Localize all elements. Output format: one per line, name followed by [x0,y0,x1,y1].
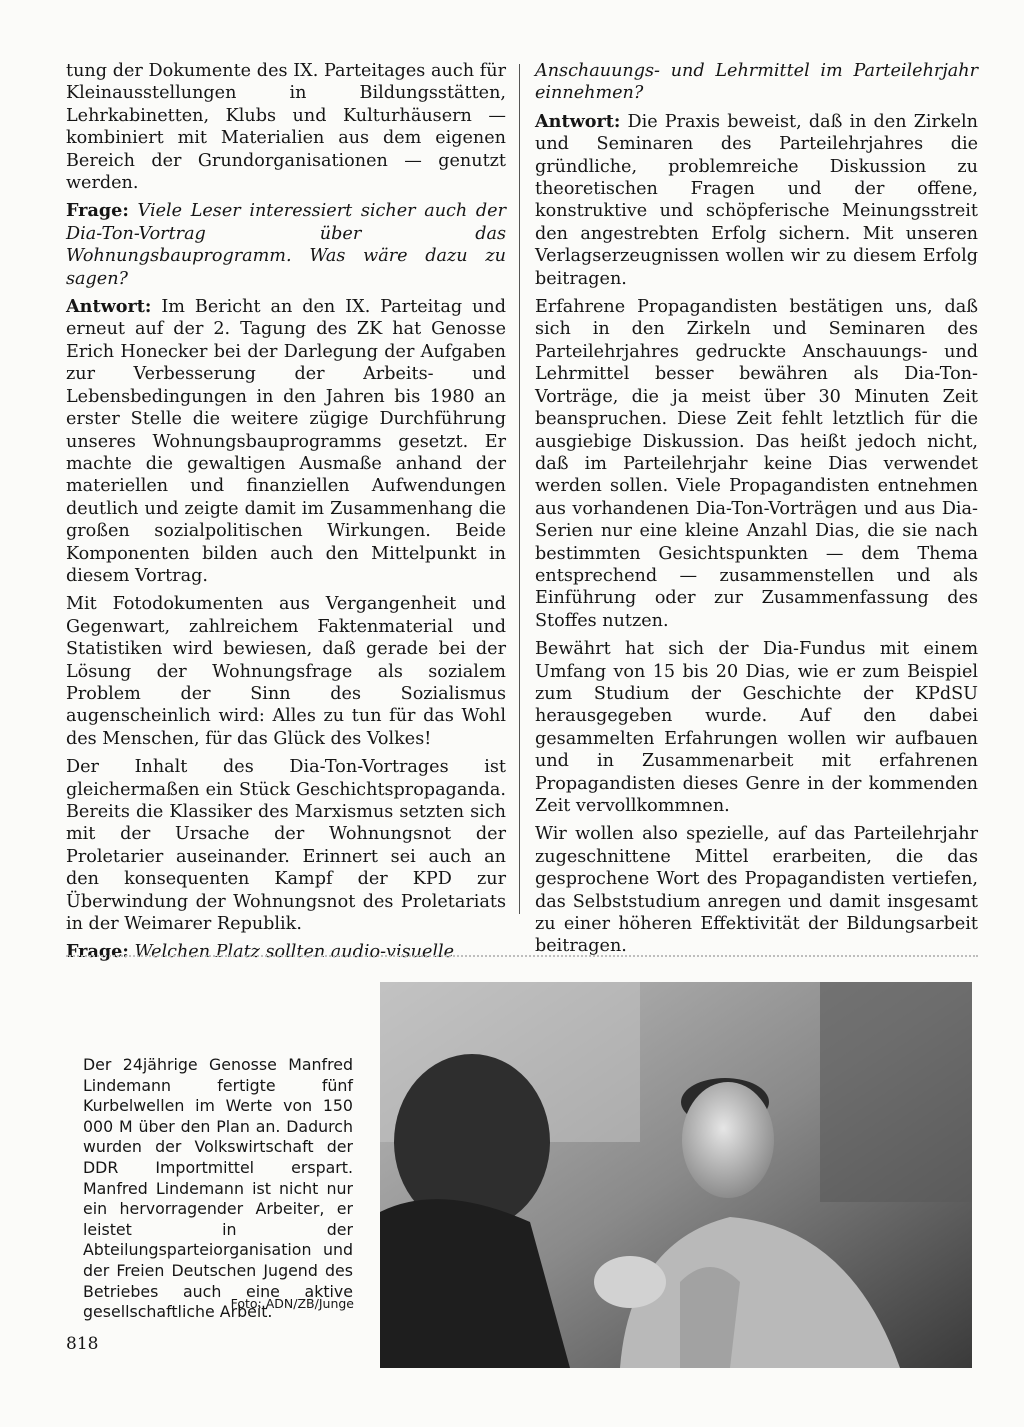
paragraph: Wir wollen also spezielle, auf das Parteilehrjahr zugeschnittene Mittel erarbeiten, die das gesprochene Wort des Propagandisten vertiefen, das Selbststudium anregen und damit insgesamt zu einer höheren Effektivität der Bildungsarbeit beitragen. [535,824,978,957]
article-column-left [66,60,506,970]
paragraph: Der Inhalt des Dia-Ton-Vortrages ist gleichermaßen ein Stück Geschichtspropaganda. Bereits die Klassiker des Marxismus setzten sich mit der Ursache der Wohnungsnot der Proletarier auseinander. Erinnert sei auch an den konsequenten Kampf der KPD zur Überwindung der Wohnungsnot des Proletariats in der Weimarer Republik. [66,757,506,935]
answer-label: Antwort: [66,296,152,318]
caption-text: Der 24jährige Genosse Manfred Lindemann fertigte fünf Kurbelwellen im Werte von 150 000 M über den Plan an. Dadurch wurden der Volkswirtschaft der DDR Importmittel erspart. Manfred Lindemann ist nicht nur ein hervorragender Arbeiter, er leistet in der Abteilungsparteiorganisation und der Freien Deutschen Jugend des Betriebes auch eine aktive gesellschaftliche Arbeit. [83,1055,353,1322]
question-continuation: Anschauungs- und Lehrmittel im Parteilehrjahr einnehmen? [535,61,978,104]
news-photo [380,982,972,1368]
photo-credit: Foto: ADN/ZB/Junge [230,1296,354,1311]
question-text: Welchen Platz sollten audio-visuelle [134,942,455,963]
column-divider [519,64,520,914]
paragraph: Bewährt hat sich der Dia-Fundus mit einem Umfang von 15 bis 20 Dias, wie er zum Beispiel zum Studium der Geschichte der KPdSU herausgegeben wurde. Auf den dabei gesammelten Erfahrungen wollen wir aufbauen und in Zusammenarbeit mit erfahrenen Propagandisten dieses Genre in der kommenden Zeit vervollkommnen. [535,639,978,816]
question-paragraph [66,941,506,963]
answer-paragraph [66,296,506,587]
photo-image [380,982,972,1368]
photo-caption [83,1055,353,1323]
answer-label: Antwort: [535,110,621,132]
answer-paragraph [535,111,978,290]
question-paragraph [66,200,506,290]
article-column-right [535,60,978,964]
paragraph: tung der Dokumente des IX. Parteitages auch für Kleinausstellungen in Bildungsstätten, Lehrkabinetten, Klubs und Kulturhäusern — kombiniert mit Materialien aus dem eigenen Bereich der Grundorganisationen — genutzt werden. [66,61,506,194]
page-number: 818 [66,1334,99,1354]
question-text: Viele Leser interessiert sicher auch der Dia-Ton-Vortrag über das Wohnungsbauprogramm. Was wäre dazu zu sagen? [66,201,507,289]
paragraph: Erfahrene Propagandisten bestätigen uns, daß sich in den Zirkeln und Seminaren des Parteilehrjahres gedruckte Anschauungs- und Lehrmittel besser bewähren als Dia-Ton-Vorträge, die ja meist über 30 Minuten Zeit beanspruchen. Diese Zeit fehlt letztlich für die ausgiebige Diskussion. Das heißt jedoch nicht, daß im Parteilehrjahr keine Dias verwendet werden sollen. Viele Propagandisten entnehmen aus vorhandenen Dia-Ton-Vorträgen und aus Dia-Serien nur eine kleine Anzahl Dias, die sie nach bestimmten Gesichtspunkten — dem Thema entsprechend — zusammenstellen und als Einführung oder zur Zusammenfassung des Stoffes nutzen. [535,297,978,631]
answer-text: Im Bericht an den IX. Parteitag und erneut auf der 2. Tagung des ZK hat Genosse Erich Honecker bei der Darlegung der Aufgaben zur Verbesserung der Arbeits- und Lebensbedingungen in den Jahren bis 1980 an erster Stelle die weitere zügige Durchführung unseres Wohnungsbauprogramms gesetzt. Er machte die gewaltigen Ausmaße anhand der materiellen und finanziellen Aufwendungen deutlich und zeigte damit im Zusammenhang die großen sozialpolitischen Wirkungen. Beide Komponenten bilden auch den Mittelpunkt in diesem Vortrag. [66,297,506,586]
question-label: Frage: [66,200,129,222]
answer-text: Die Praxis beweist, daß in den Zirkeln und Seminaren des Parteilehrjahres die gründliche, problemreiche Diskussion zu theoretischen Fragen und der offene, konstruktive und schöpferische Meinungsstreit den angestrebten Erfolg sichern. Mit unseren Verlagserzeugnissen wollen wir zu diesem Erfolg beitragen. [535,111,978,289]
question-label: Frage: [66,941,129,963]
paragraph: Mit Fotodokumenten aus Vergangenheit und Gegenwart, zahlreichem Faktenmaterial und Statistiken wird bewiesen, daß gerade bei der Lösung der Wohnungsfrage als sozialem Problem der Sinn des Sozialismus augenscheinlich wird: Alles zu tun für das Wohl des Menschen, für das Glück des Volkes! [66,594,506,749]
section-separator [66,955,978,957]
